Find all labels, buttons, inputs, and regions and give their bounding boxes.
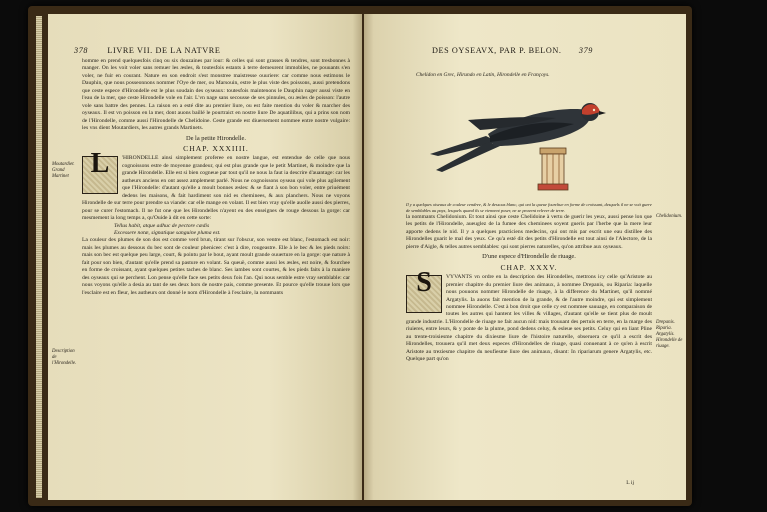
verse-line-1: Tellus habit, atque adhuc de pectore cædis: [114, 222, 210, 229]
swallow-illustration: [428, 84, 606, 194]
right-chapter-heading: CHAP. XXXV.: [500, 262, 558, 272]
left-text-block: [82, 58, 350, 297]
left-margin-note-2: Description de l'Hirondelle.: [52, 349, 77, 366]
illustration-caption-bottom: Il y a quelques oiseaux de couleur cendree, & le dessous blanc, qui ont la queue fourchue en forme de croissant, desquels il ne se voit guere de semblables au pays, lesquels quand ils se viennent poser, ne se peuvent relever de terre.: [406, 202, 652, 213]
right-drop-cap: S: [406, 275, 442, 313]
right-text-block: [406, 214, 652, 364]
right-margin-note-2: Drepanis. Riparia. Argatylis. Hirondelle de riuage.: [656, 320, 683, 349]
right-subheading: D'une espece d'Hirondelle de riuage.: [482, 253, 576, 261]
left-running-title: LIVRE VII. DE LA NATVRE: [107, 46, 221, 55]
verse-line-2: Excessere notæ, signatique sanguine pluma est.: [114, 229, 221, 236]
left-page: [48, 14, 362, 500]
open-book: [28, 6, 692, 506]
right-paragraph-2: S VYVANTS vn ordre en la description des Hirondelles, mettrons icy celle qu'Aristote au premier chapitre du premier liure des animaux, à nommee Drepanis, ou Riparia: laquelle nous pouuons nommer Hirondelle de riuage, à la difference du Martinet, qu'il nommé Argatylis. Ia auons fait mention de la grande, & de l'autre moindre, qui est simplement nommee Hirondelle. C'est à bon droit que celle cy est nommee sauuage, en comparaison de toutes les autres qui hantent les villes & villages, d'autant qu'elle se tient plus de moult grande industrie. L'Hirondelle de riuage ne fait aucun nid: mais trouuant des pertuis en terre, en la marge des riuieres, entre leurs, & y ponte de la plume, pond dedens celuy, & esleue ses petits. Celuy qui en liant Pline au trente-troisiesme chapitre du dixiesme liure de l'histoire naturelle, obseruera ce qu'il a escrit des Hirondelles, trouuera qu'il met deux especes d'Hirondelles de riuage, quasi conuenant à ce qu'en à escrit Aristote au treziesme chapitre du neufiesme liure des animaux, disant: In ripariarum genere Argatylis, etc. Quelque part qu'on: [406, 267, 652, 363]
right-signature-mark: L ij: [626, 480, 634, 486]
left-chapter-heading: CHAP. XXXIIII.: [183, 143, 249, 153]
right-page: [364, 14, 686, 500]
right-running-title: DES OYSEAVX, PAR P. BELON.: [432, 46, 562, 55]
left-margin-note-1: Moutardier. Grand Martinet: [52, 162, 75, 179]
right-margin-note-1: Chelidonium.: [656, 214, 682, 219]
left-paragraph-2: L 'HIRONDELLE ainsi simplement proferee en nostre langue, est entendue de celle que nous cognoissons estre de moyenne grandeur, qui est plus grande que le petit Martinet, & moindre que la grande Hirondelle. Elle est si bien cogneue par tout qu'il ne nous la faut ia descrire d'auantage: car les autheurs anciens en ont assez amplement parlé. Nous ne cognoissons oyseau qui vole plus agilement que l'Hirondelle: d'autant qu'elle a moult bonnes æsles: & se fiant à son bon voler, entre priuément dedens les maisons, & fait hardiment son nid es cheminees, & aux planchers. Nous ne voyons Hirondelle de sur terre pour prendre sa viande: car elle mange en volant. Il est bien vray qu'elle auolle aussi des pierres, pour se curer l'estomach. Il ne fut one que les Hirondelles n'ayent eu des enseignes de rouge dessous la gorge: car mesmement ia long temps a, qu'Ouide à dit en cette sorte:: [82, 148, 350, 222]
right-paragraph-1: la nommants Chelidonium. Et tout ainsi que ceste Chelidoine à vertu de guerir les yeux, aussi pense lon que les petits de l'Hirondelle, aueuglez de la fumee des cheminees soyent gueris par l'herbe que la mere leur apporte dedens le nid. Il y a quelques practiciens medecins, qui ont mis par escrit une eau distillee des Hirondelles guarit le mal des yeux. Ce qu'a esté dit des petits d'Hirondelle est tout ainsi de l'Alectore, de la pierre d'Aigle, & telles autres semblables: qui sont pierres naturelles, qu'on attribue aux oyseaux.: [406, 214, 652, 250]
left-page-edges: [36, 16, 42, 498]
illustration-caption-top: Chelidon en Grec, Hirundo en Latin, Hirondelle en Françoys.: [416, 72, 550, 78]
left-page-number: 378: [74, 46, 89, 55]
left-drop-cap: L: [82, 156, 118, 194]
right-page-number: 379: [578, 46, 593, 55]
left-paragraph-3: La couleur des plumes de son dos est comme verd brun, tirant sur l'obscur, son ventre est blanc, l'estomach est noir: mais les plumes au dessous du bec sont de couleur phenicee: c'est à dire, rougeastre. Elle à le bec & les pieds noirs: mais son bec est quelque peu large, court, & pointu par le bout, ayant moult grande ouuerture en la gorge: que nature à fait pour son bien, d'autant qu'elle prend sa pasture en volant. Sa queuë, comme aussi les æsles, est noire, & fourchee en forme de croissant, ayant quelques petites taches de blanc. Ses iambes sont courtes, & les pieds faits à la maniere des oyseaux qui se perchent. Lon pense qu'elle face ses petits deux fois l'an. Qui nous semble estre vray semblable: car nous voyons qu'elle a desia au tant de ses deux hors de nostre pais, comme presente. Et pource qu'elle trouue lors que l'esclaire est en fleur, les autheurs ont donné le nom d'Hirondelle à l'esclaire, la nommants: [82, 237, 350, 296]
left-subheading: De la petite Hirondelle.: [186, 134, 246, 142]
left-paragraph-1: homme en prend quelquesfois cinq ou six douzaines par iour: & celles qui sont grasses & tendres, sont tresbonnes à manger. On les voit voler sans remuer les æsles, & toutesfois estants à terre demeurent immobiles, ne pouuants s'en voler, ne fuir en courant. Nature en son endroit s'est monstree maistresse ouuriere: car comme nous estimons le Dauphin, que nous posseonnons nommer l'Oye de mer, ou Marsouin, estre le plus viste des poissons, aussi pretendons que ceste espece d'Hirondelle est le plus soudain des oyseaux: toutesfois maintenons le Dauphin nager aussi viste en l'eau de la mer, que ceste Hirondelle vole en l'air. L'vn nage sans secousse de ses pinnules, ou æsles de poisson: l'autre vole sans battre des pennes. La raison en a esté dite au premier liure, ou est faite mention du voler & marcher des oyseaux. Il est vn poisson en la mer, dont auons baillé le pourtraict en nostre liure De aquatilibus, qui a prins son nom de l'Hirondelle, comme aussi l'Hirondelle de Chelidoine. Ceste grande est diuersement nommee entre nostre vulgaire: les vns dient Moutardiers, les autres grands Martinets.: [82, 58, 350, 132]
left-running-head: [74, 46, 220, 55]
bird-perch: [540, 148, 566, 154]
right-running-head: [432, 46, 593, 55]
